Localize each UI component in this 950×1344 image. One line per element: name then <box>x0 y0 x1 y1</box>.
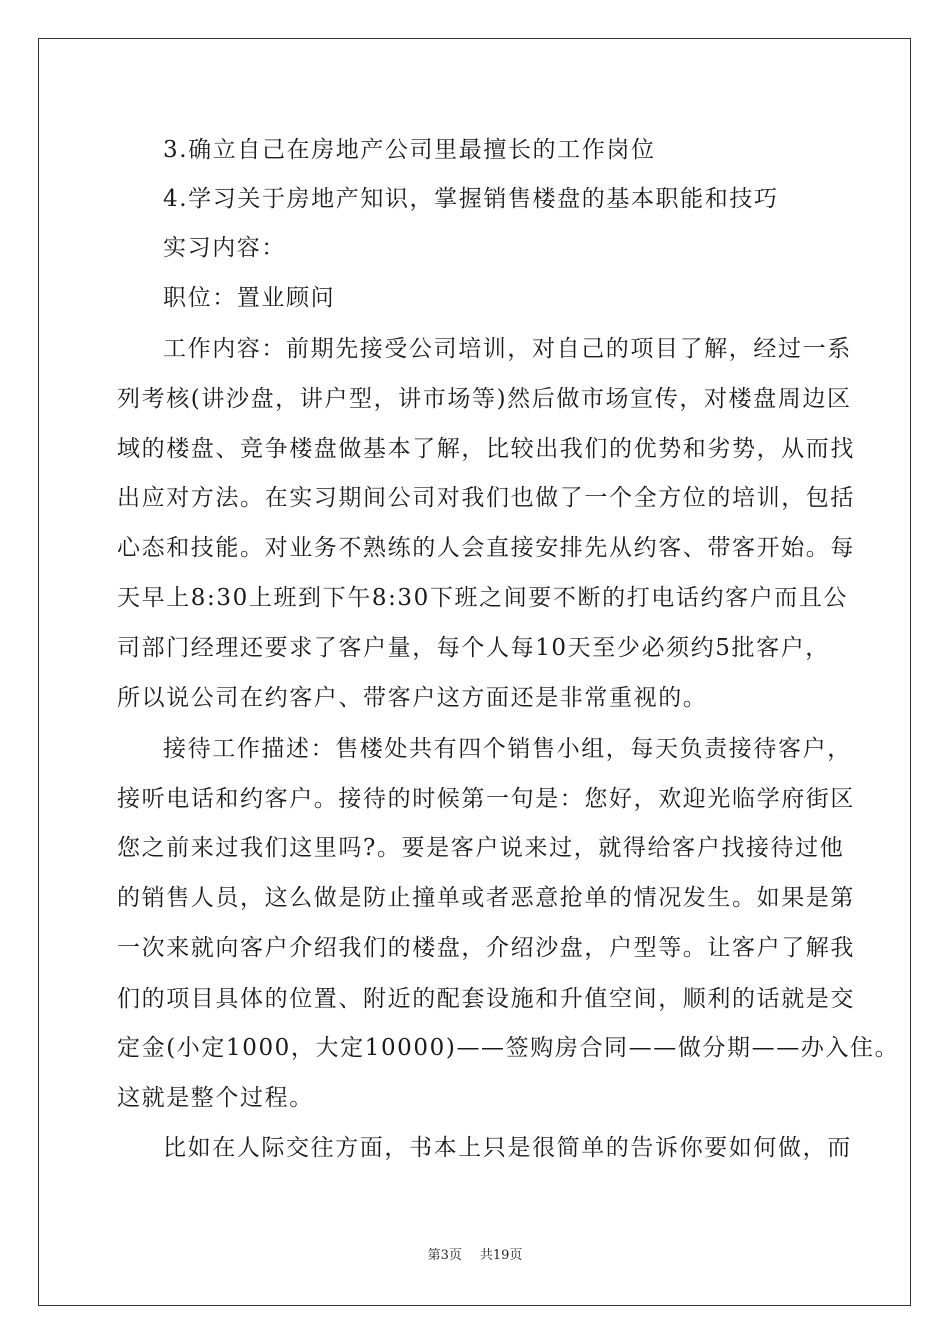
text-line: 心态和技能。对业务不熟练的人会直接安排先从约客、带客开始。每 <box>117 535 855 561</box>
text-line: 所以说公司在约客户、带客户这方面还是非常重视的。 <box>117 685 708 711</box>
text-line: 这就是整个过程。 <box>117 1085 314 1111</box>
text-line: 出应对方法。在实习期间公司对我们也做了一个全方位的培训，包括 <box>117 485 855 511</box>
text-line: 天早上8:30上班到下午8:30下班之间要不断的打电话约客户而且公 <box>117 585 849 611</box>
text-line: 列考核(讲沙盘，讲户型，讲市场等)然后做市场宣传，对楼盘周边区 <box>117 386 852 412</box>
text-line: 工作内容：前期先接受公司培训，对自己的项目了解，经过一系 <box>163 336 852 362</box>
page-number: 第3页 <box>427 1248 462 1263</box>
text-line: 4.学习关于房地产知识，掌握销售楼盘的基本职能和技巧 <box>163 186 779 212</box>
text-line: 定金(小定1000，大定10000)——签购房合同——做分期——办入住。 <box>117 1035 900 1061</box>
text-line: 接待工作描述：售楼处共有四个销售小组，每天负责接待客户， <box>163 736 852 762</box>
text-line: 域的楼盘、竞争楼盘做基本了解，比较出我们的优势和劣势，从而找 <box>117 436 855 462</box>
text-line: 的销售人员，这么做是防止撞单或者恶意抢单的情况发生。如果是第 <box>117 885 855 911</box>
text-line: 实习内容： <box>163 235 286 261</box>
page-footer <box>0 1247 950 1265</box>
text-line: 3.确立自己在房地产公司里最擅长的工作岗位 <box>163 137 656 163</box>
page-border <box>38 38 911 1306</box>
text-line: 司部门经理还要求了客户量，每个人每10天至少必须约5批客户， <box>117 635 830 661</box>
text-line: 比如在人际交往方面，书本上只是很简单的告诉你要如何做，而 <box>163 1135 852 1161</box>
text-line: 们的项目具体的位置、附近的配套设施和升值空间，顺利的话就是交 <box>117 986 855 1012</box>
text-line: 您之前来过我们这里吗?。要是客户说来过，就得给客户找接待过他 <box>117 835 845 861</box>
text-line: 接听电话和约客户。接待的时候第一句是：您好，欢迎光临学府街区 <box>117 786 855 812</box>
text-line: 职位：置业顾问 <box>163 285 336 311</box>
total-pages: 共19页 <box>479 1248 523 1263</box>
text-line: 一次来就向客户介绍我们的楼盘，介绍沙盘，户型等。让客户了解我 <box>117 935 855 961</box>
